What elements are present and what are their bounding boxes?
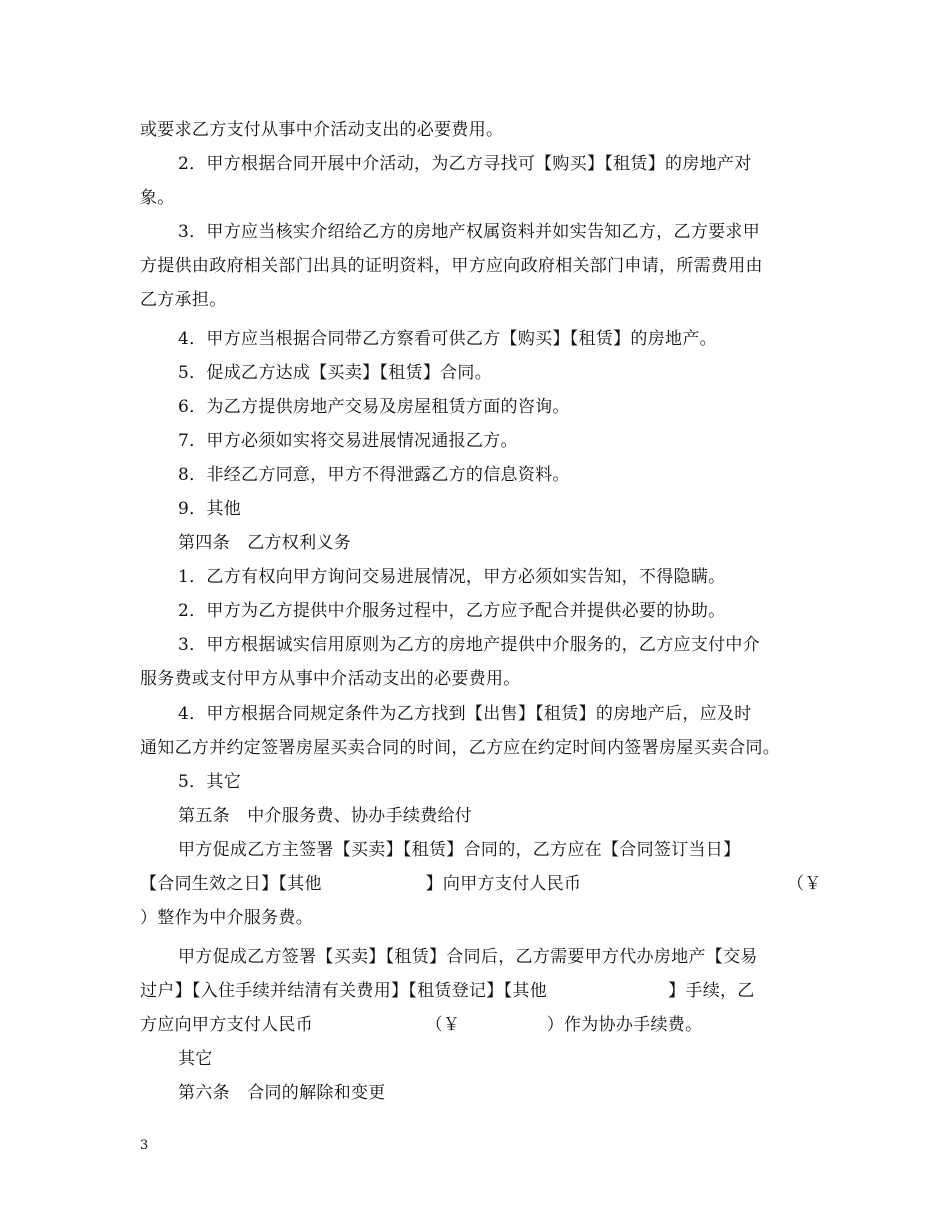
text-line: 3．甲方应当核实介绍给乙方的房地产权属资料并如实告知乙方，乙方要求甲 xyxy=(178,222,761,242)
section-heading: 第五条 中介服务费、协办手续费给付 xyxy=(178,806,473,826)
text-line: 乙方承担。 xyxy=(140,290,227,310)
text-line: 3．甲方根据诚实信用原则为乙方的房地产提供中介服务的，乙方应支付中介 xyxy=(178,635,761,655)
section-heading: 第四条 乙方权利义务 xyxy=(178,533,351,553)
text-line: 服务费或支付甲方从事中介活动支出的必要费用。 xyxy=(140,669,521,689)
text-line: 8．非经乙方同意，甲方不得泄露乙方的信息资料。 xyxy=(178,465,570,485)
text-line: 9．其他 xyxy=(178,499,242,519)
text-line: 2．甲方为乙方提供中介服务过程中，乙方应予配合并提供必要的协助。 xyxy=(178,601,726,621)
text-line: 通知乙方并约定签署房屋买卖合同的时间，乙方应在约定时间内签署房屋买卖合同。 xyxy=(140,738,781,758)
text-line: 【合同生效之日】【其他 】向甲方支付人民币 xyxy=(140,874,582,894)
text-line: 5．促成乙方达成【买卖】【租赁】合同。 xyxy=(178,363,493,383)
text-line: 或要求乙方支付从事中介活动支出的必要费用。 xyxy=(140,120,504,140)
text-line: 过户】【入住手续并结清有关费用】【租赁登记】【其他 】手续，乙 xyxy=(140,981,755,1001)
text-line: 其它 xyxy=(178,1049,213,1069)
text-line: 甲方促成乙方签署【买卖】【租赁】合同后，乙方需要甲方代办房地产【交易 xyxy=(178,947,758,967)
page-number: 3 xyxy=(140,1138,149,1153)
text-line: 方应向甲方支付人民币 （￥ ）作为协办手续费。 xyxy=(140,1015,703,1035)
text-line: 7．甲方必须如实将交易进展情况通报乙方。 xyxy=(178,431,518,451)
currency-marker: （￥ xyxy=(787,874,822,894)
section-heading: 第六条 合同的解除和变更 xyxy=(178,1083,386,1103)
text-line: 1．乙方有权向甲方询问交易进展情况，甲方必须如实告知，不得隐瞒。 xyxy=(178,567,726,587)
text-line: 象。 xyxy=(140,188,175,208)
text-line: 方提供由政府相关部门出具的证明资料，甲方应向政府相关部门申请，所需费用由 xyxy=(140,256,763,276)
text-line: 5．其它 xyxy=(178,772,242,792)
text-line: ）整作为中介服务费。 xyxy=(140,908,313,928)
text-line: 4．甲方根据合同规定条件为乙方找到【出售】【租赁】的房地产后，应及时 xyxy=(178,704,752,724)
text-line: 2．甲方根据合同开展中介活动，为乙方寻找可【购买】【租赁】的房地产对 xyxy=(178,154,752,174)
text-line: 甲方促成乙方主签署【买卖】【租赁】合同的，乙方应在【合同签订当日】 xyxy=(178,840,741,860)
text-line: 4．甲方应当根据合同带乙方察看可供乙方【购买】【租赁】的房地产。 xyxy=(178,329,717,349)
text-line: 6．为乙方提供房地产交易及房屋租赁方面的咨询。 xyxy=(178,397,570,417)
